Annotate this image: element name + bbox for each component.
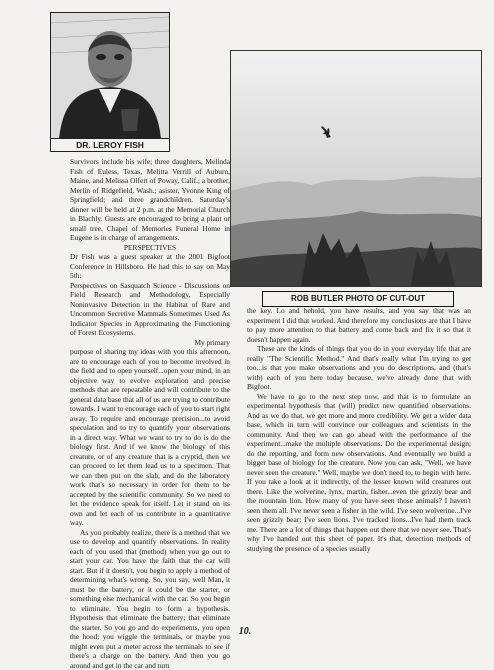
method-paragraph: As you probably realize, there is a method that we use to develop and quantify observations. In reality each of you used that (method) when you go out to start your car. You have the faith that the car will start. But if it doesn't, you begin to apply a method of determining what's wrong. So, you say, well Man, it must be the battery, or it could be the starter, or something else mechanical with the car. So you begin to eliminate. You begin to form a hypothesis. Hypothesis that eliminate the battery; that eliminate the starter. So you go and do experiments, you open the hood; you wiggle the terminals, or maybe you might even put a meter across the terminals to see if there's a charge on the battery. And then you go around and get in the car and turn bbox=[70, 528, 230, 670]
section-heading: PERSPECTIVES bbox=[70, 243, 230, 253]
arrow-icon: ➜ bbox=[314, 119, 336, 141]
scientific-method-paragraph: These are the kinds of things that you do in your everyday life that are really "The Scientific Method." And that's really what I'm trying to get too...is that you make observations and you do descriptions, and (that's with) each of you here today because, we've already done that with Bigfoot. bbox=[247, 344, 471, 392]
page-number: 10. bbox=[230, 626, 260, 637]
key-paragraph: the key. Lo and behold, you have results, and you say that was an experiment I did that worked. And therefore my conclusions are that I have to pay more attention to that battery and come back and fix it so that it doesn't happen again. bbox=[247, 306, 471, 344]
intro-paragraph: Dr Fish was a guest speaker at the 2001 Bigfoot Conference in Hillsboro. He had this to say on May 5th: bbox=[70, 252, 230, 281]
portrait-caption: DR. LEROY FISH bbox=[50, 138, 170, 152]
purpose-paragraph: purpose of sharing my ideas with you this afternoon, are to encourage each of you to become involved in the field and to open yourself...open your mind, in an objective way to evolve exploration and precise methods that are repeatable and will contribute to the general data base that all of us are trying to contribute towards. I want to encourage each of you to start right away. To require and encourage precision...to avoid speculation and to try to quantify your observations in a direct way. What we want to try to do is do the biology first. And if we know the biology of this creature, or of any creature that is a cryptid, then we can proceed to let them lead us to a specimen. That we can then put on the slab, and do the laboratory work that's so necessary in order for them to be accepted by the scientific community. So we need to let the evidence speak for itself. Let it stand on its own and let each of us contribute in a quantitative way. bbox=[70, 347, 230, 528]
obituary-paragraph: Survivors include his wife; three daughters, Melinda Fish of Euless, Texas, Melitta Verrill of Auburn, Maine, and Melissa Olfert of Poway, Calif.; a brother, Merlin of Ridgefield, Wash.; asister, Yvonne King of Springfield; and three grandchildren. Saturday's dinner will be held at 2 p.m. at the Memorial Church in Blachly. Guests are encouraged to bring a plant or small tree. Chapel of Memories Funeral Home in Eugene is in charge of arrangements. bbox=[70, 157, 230, 243]
left-column bbox=[70, 157, 230, 670]
cut-out-photo bbox=[230, 50, 482, 287]
portrait-photo bbox=[50, 12, 170, 140]
purpose-start: My primary bbox=[70, 338, 230, 348]
hypothesis-paragraph: We have to go to the next step now, and that is to formulate an experimental hypothesis that (will) predict new quantified observations. And as we do that, we get more and more credibility. We get a wider data base, which in turn will convince our colleagues and scientists in the community. And then we can go ahead with the performance of the experiment...make the multiple observations. Do the experimental design; do the reporting, and form new observations. And eventually we build a bigger base of biology for the creature. Now you can ask, "Well, we have never seen the creature." Well, maybe we don't need to, to begin with here. If you take a look at it indirectly, of the lesser known wild creatures out there. Like the wolverine, lynx, martin, fisher...even the grizzly bear and the mountain lion. How many of you have seen those animals? I haven't seen them all. I've never seen a fisher in the wild. I've seen wolverine...I've seen grizzly bear; I've seen lions. I've tracked lions...I've had them track me. There are a lot of things that happen out there that we never see. That's why I've handed out this sheet of paper. It's that, detection methods of studying the presence of a species usually bbox=[247, 392, 471, 554]
title-paragraph: Perspectives on Sasquatch Science - Discussions on Field Research and Methodology, Especially Noninvasive Detection in the Habitat of Rare and Uncommon Secretive Mammals Sometimes Used As Indicator Species in Approximating the Functioning of Forest Ecosystems. bbox=[70, 281, 230, 338]
right-column bbox=[247, 306, 471, 553]
photo-caption: ROB BUTLER PHOTO OF CUT-OUT bbox=[262, 291, 454, 307]
